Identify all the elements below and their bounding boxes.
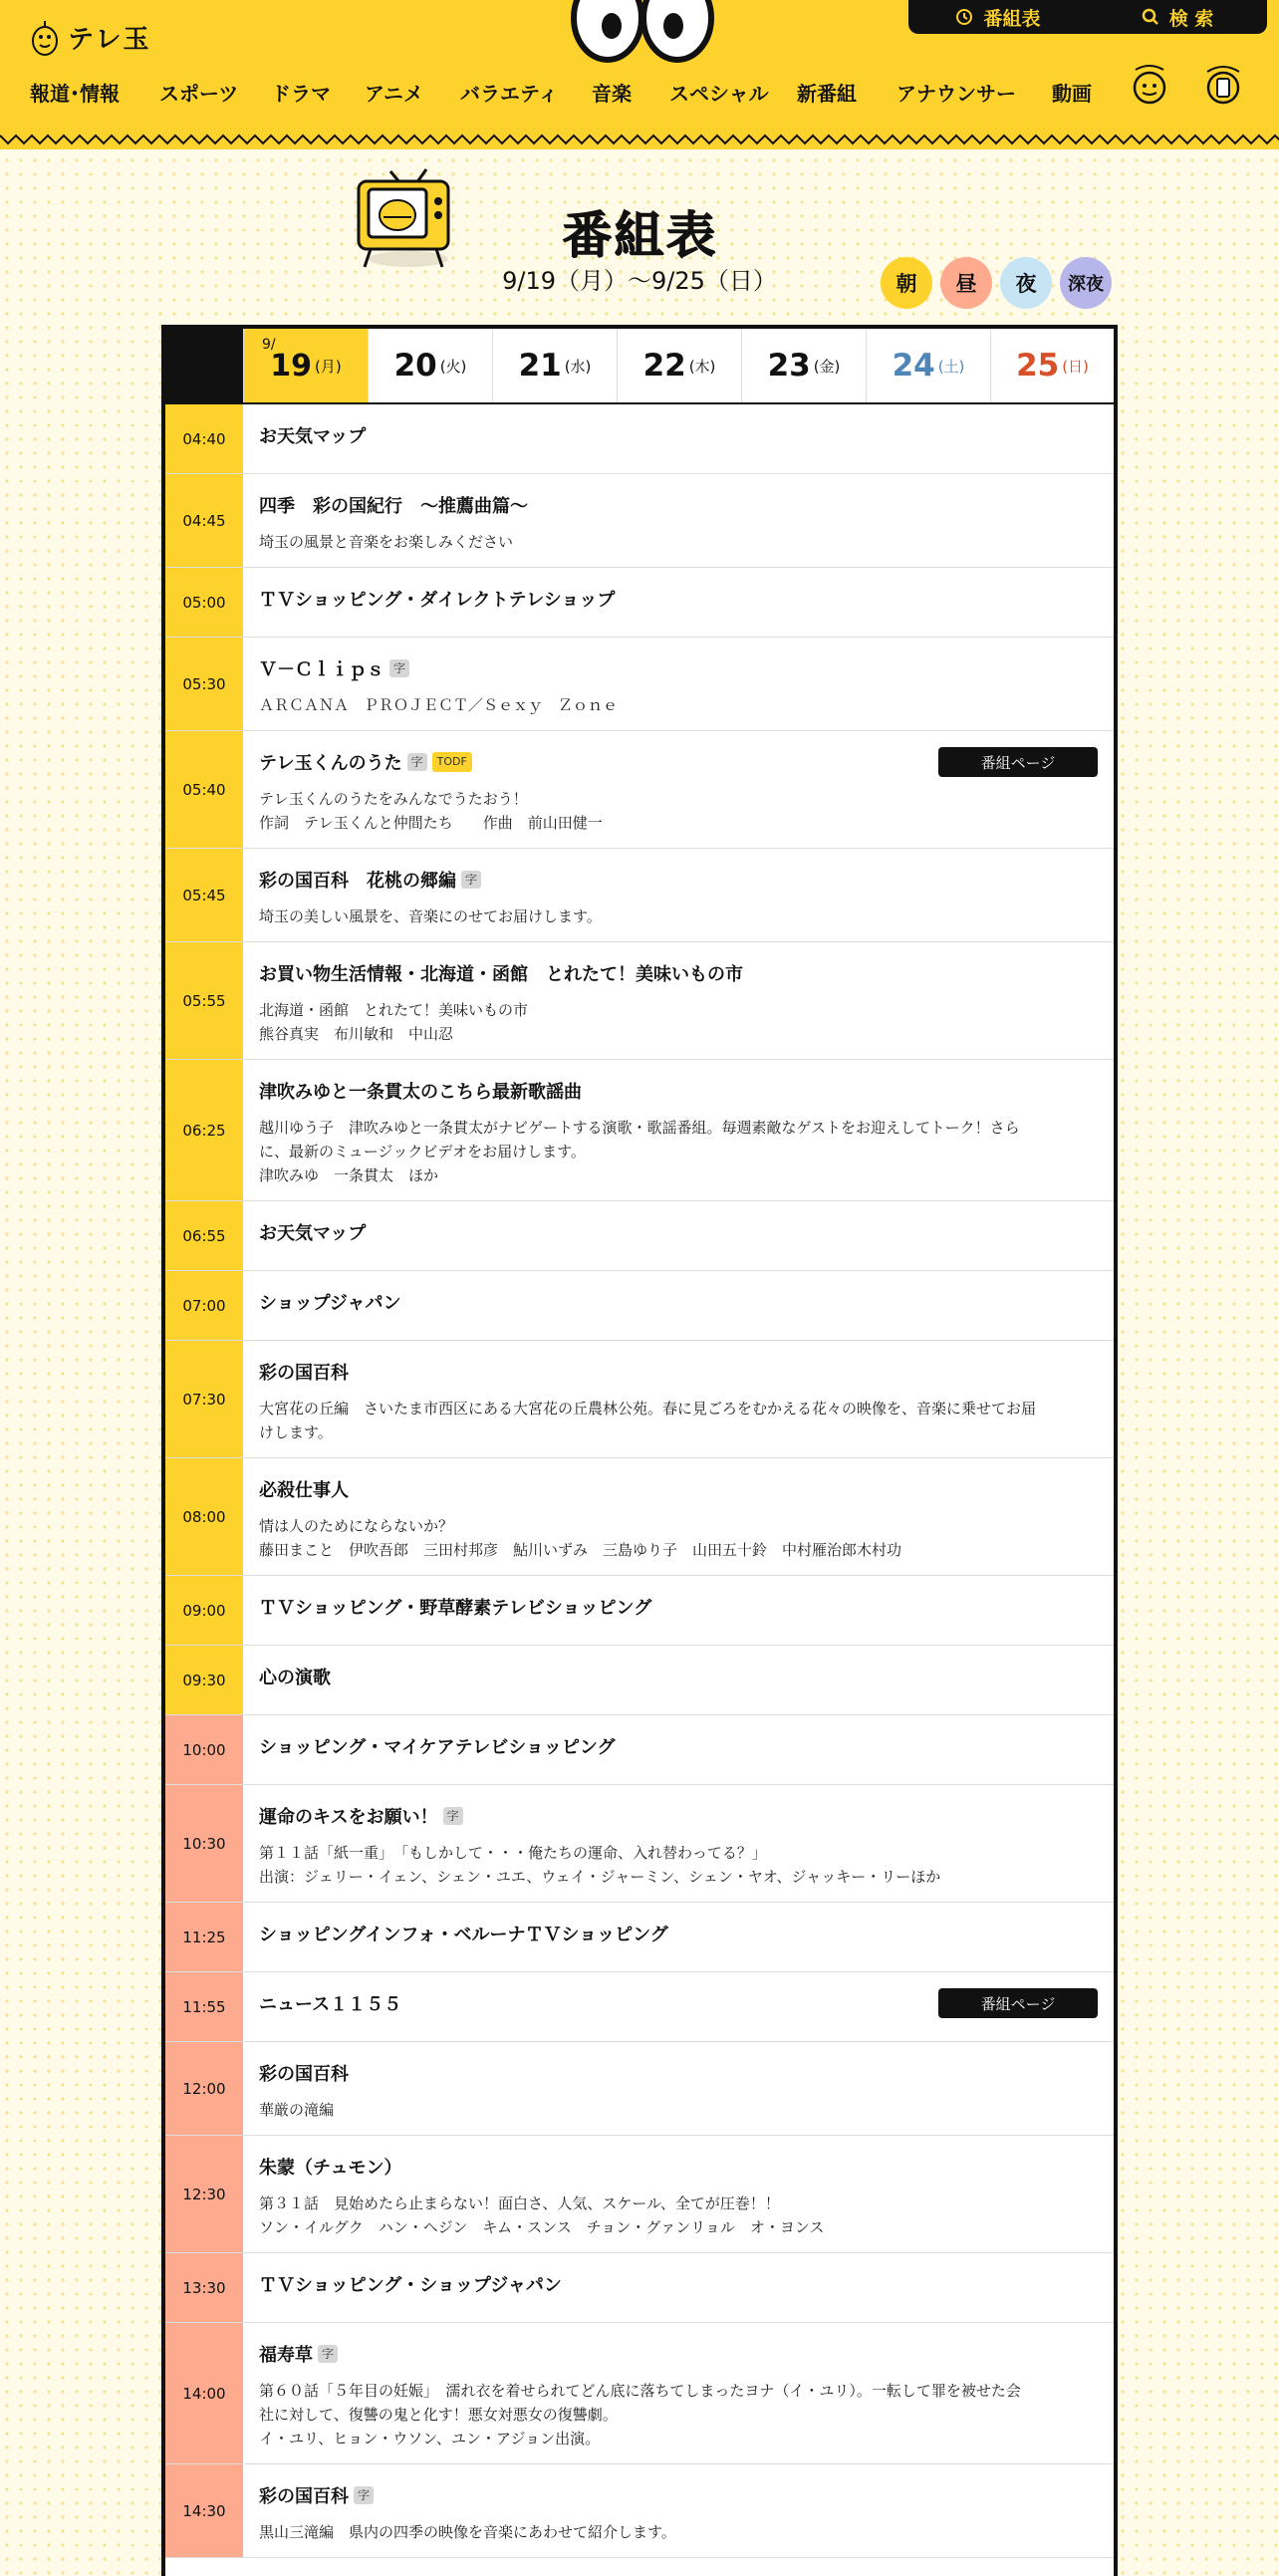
program-time: 05:30 [165,638,243,730]
day-tab-weekday: (木) [688,357,716,376]
program-time: 12:00 [165,2042,243,2135]
program-row[interactable] [165,942,1114,1060]
program-description [259,904,1098,928]
program-time: 11:25 [165,1903,243,1971]
day-tab-weekday: (水) [564,357,592,376]
program-row[interactable] [165,1785,1114,1903]
program-title-line [259,655,1098,681]
program-row[interactable] [165,1060,1114,1201]
program-info [243,2253,1114,2322]
description-line: 越川ゆう子 津吹みゆと一条貫太がナビゲートする演歌・歌謡番組。毎週素敵なゲストをお迎えしてトーク！さら [259,1119,1020,1137]
day-tab-number: 24 [892,348,935,384]
program-title-line [259,2271,1098,2297]
program-page-button[interactable]: 番組ページ [938,1988,1098,2018]
day-tab-number: 21 [518,348,562,384]
description-line: 藤田まこと 伊吹吾郎 三田村邦彦 鮎川いずみ 三島ゆり子 山田五十鈴 中村雁治郎木村功 [259,1541,902,1559]
program-list [165,404,1114,2558]
program-title[interactable]: ニュース１１５５ [259,1994,402,2015]
program-info [243,1646,1114,1714]
program-time: 14:30 [165,2464,243,2557]
description-line: 出演：ジェリー・イェン、シェン・ユエ、ウェイ・ジャーミン、シェン・ヤオ、ジャッキー・リーほか [259,1868,941,1886]
program-title[interactable]: 運命のキスをお願い！ [259,1807,438,1828]
program-info [243,1715,1114,1784]
nav-item-special[interactable]: スペシャル [669,82,769,106]
day-tab-19[interactable] [243,329,368,402]
mascot-eyes-icon [568,0,717,65]
program-time: 05:45 [165,849,243,941]
nav-item-announcers[interactable]: アナウンサー [896,82,1016,106]
program-row[interactable] [165,2042,1114,2136]
program-time: 10:00 [165,1715,243,1784]
program-row[interactable] [165,1458,1114,1576]
program-time: 11:55 [165,1972,243,2041]
program-row[interactable] [165,1715,1114,1785]
program-time: 08:00 [165,1458,243,1575]
program-description [259,2379,1098,2450]
program-title-line [259,1078,1098,1104]
program-info [243,638,1114,730]
program-time: 06:25 [165,1060,243,1200]
program-description [259,530,1098,554]
program-row[interactable] [165,568,1114,638]
description-line: 華厳の滝編 [259,2101,335,2119]
date-range: 9/19（月）〜9/25（日） [502,267,777,295]
day-tab-number: 23 [767,348,811,384]
day-tab-weekday: (土) [937,357,965,376]
program-time: 12:30 [165,2136,243,2252]
program-time: 07:00 [165,1271,243,1340]
program-info [243,1972,1114,2041]
program-info [243,1341,1114,1457]
program-info [243,2323,1114,2463]
tod-noon-button[interactable]: 昼 [940,257,992,309]
description-line: 黒山三滝編 県内の四季の映像を音楽にあわせて紹介します。 [259,2523,676,2541]
description-line: 熊谷真実 布川敏和 中山忍 [259,1025,454,1043]
site-header [0,0,1279,149]
program-time: 09:30 [165,1646,243,1714]
logo-text: テレ玉 [68,24,151,55]
program-info [243,1201,1114,1270]
description-line: テレ玉くんのうたをみんなでうたおう！ [259,790,528,808]
program-title[interactable]: 彩の国百科 [259,2486,349,2507]
program-description [259,2191,1098,2239]
program-title-line [259,1219,1098,1245]
program-title[interactable]: ＴＶショッピング・ショップジャパン [259,2275,562,2296]
tod-late-night-button[interactable]: 深夜 [1060,257,1112,309]
day-tab-weekday: (金) [813,357,841,376]
program-info [243,1458,1114,1575]
schedule-button-label: 番組表 [983,7,1041,30]
program-description [259,693,1098,717]
program-title-line [259,1733,1098,1759]
day-tab-weekday: (月) [315,357,342,376]
program-title[interactable]: ショッピングインフォ・ベルーナＴＶショッピング [259,1925,668,1945]
program-time: 09:00 [165,1576,243,1645]
program-title-line [259,2482,1098,2508]
program-description [259,2098,1098,2122]
program-info [243,568,1114,637]
program-title-line [259,2060,1098,2086]
program-title[interactable]: 彩の国百科 [259,1363,349,1384]
description-line: 社に対して、復讐の鬼と化す！悪女対悪女の復讐劇。 [259,2406,618,2424]
program-time: 10:30 [165,1785,243,1902]
program-title[interactable]: ＴＶショッピング・野草酵素テレビショッピング [259,1598,652,1619]
schedule-table [161,325,1118,2576]
program-info [243,942,1114,1059]
tele-tama-mascot-icon [30,17,60,57]
time-of-day-filter [881,257,1112,309]
day-tab-23[interactable] [741,329,866,402]
program-title[interactable]: お天気マップ [259,1223,367,1244]
program-info [243,731,1114,848]
day-tab-weekday: (日) [1062,357,1089,376]
nav-item-anime[interactable]: アニメ [365,82,423,106]
description-line: 情は人のためにならないか？ [259,1517,454,1535]
subtitle-badge: 字 [443,1807,463,1825]
program-title[interactable]: 福寿草 [259,2345,313,2366]
day-tab-number: 20 [393,348,437,384]
program-title-line [259,1921,1098,1946]
day-tab-weekday: (火) [439,357,467,376]
program-title-line [259,1359,1098,1385]
program-info [243,1271,1114,1340]
program-title-line [259,2341,1098,2367]
program-info [243,1576,1114,1645]
description-line: イ・ユリ、ヒョン・ウソン、ユン・アジョン出演。 [259,2430,601,2447]
program-time: 14:00 [165,2323,243,2463]
program-title-line [259,1476,1098,1502]
program-title[interactable]: ＴＶショッピング・ダイレクトテレショップ [259,590,616,611]
program-title[interactable]: 彩の国百科 [259,2064,349,2085]
description-line: 埼玉の風景と音楽をお楽しみください [259,533,514,551]
program-time: 07:30 [165,1341,243,1457]
program-title[interactable]: お買い物生活情報・北海道・函館 とれたて！美味いもの市 [259,964,743,985]
program-time: 04:40 [165,404,243,473]
program-description [259,998,1098,1046]
program-title-line [259,586,1098,612]
program-row[interactable] [165,1646,1114,1715]
header-zigzag-edge [0,131,1279,147]
subtitle-badge: 字 [389,659,409,677]
program-description [259,1116,1098,1187]
program-info [243,849,1114,941]
description-line: 作詞 テレ玉くんと仲間たち 作曲 前山田健一 [259,814,603,832]
program-title[interactable]: ショッピング・マイケアテレビショッピング [259,1737,616,1758]
program-description [259,1514,1098,1562]
site-logo[interactable] [30,14,150,60]
program-title[interactable]: 津吹みゆと一条貫太のこちら最新歌謡曲 [259,1082,582,1103]
nav-item-news[interactable]: 報道･情報 [30,82,120,106]
tele-tama-kun-badge-icon[interactable] [1128,62,1171,106]
program-row[interactable] [165,1271,1114,1341]
mobile-badge-icon[interactable] [1201,62,1245,106]
day-tab-22[interactable] [617,329,741,402]
program-title-line [259,1803,1098,1829]
program-time: 05:00 [165,568,243,637]
utility-bar [908,0,1267,34]
day-tab-number: 22 [642,348,686,384]
subtitle-badge: 字 [354,2486,374,2504]
subtitle-badge: 字 [318,2345,338,2363]
day-tab-number: 25 [1016,348,1060,384]
day-tab-21[interactable] [492,329,617,402]
program-description [259,787,1098,835]
program-time: 05:40 [165,731,243,848]
program-row[interactable] [165,638,1114,731]
description-line: 第３１話 見始めたら止まらない！面白さ、人気、スケール、全てが圧巻！！ [259,2194,780,2212]
program-time: 04:45 [165,474,243,567]
program-title-line [259,1594,1098,1620]
nav-item-new-programs[interactable]: 新番組 [797,82,857,106]
main-nav [0,74,1279,114]
program-title[interactable]: ショップジャパン [259,1293,401,1314]
program-row[interactable] [165,731,1114,849]
program-row[interactable] [165,474,1114,568]
program-info [243,1903,1114,1971]
program-title-line [259,960,1098,986]
description-line: 津吹みゆ 一条貫太 ほか [259,1166,439,1184]
subtitle-badge: 字 [407,753,427,771]
subtitle-badge: 字 [461,871,481,889]
program-title[interactable]: 必殺仕事人 [259,1480,349,1501]
description-line: ソン・イルグク ハン・ヘジン キム・スンス チョン・グァンリョル オ・ヨンス [259,2218,825,2236]
program-row[interactable] [165,1341,1114,1458]
program-title-line [259,492,1098,518]
description-line: 第６０話「５年目の妊娠」 濡れ衣を着せられてどん底に落ちてしまったヨナ（イ・ユリ）。一転して罪を被せた会 [259,2382,1021,2400]
day-tabs [165,329,1114,404]
search-button-label: 検 索 [1168,7,1214,30]
day-tabs-corner [165,329,243,402]
program-row[interactable] [165,1972,1114,2042]
program-row[interactable] [165,2253,1114,2323]
day-tab-month: 9/ [262,337,276,353]
page-title: 番組表 [562,206,717,264]
program-info [243,2042,1114,2135]
program-title-line [259,867,1098,893]
program-row[interactable] [165,2323,1114,2464]
program-title[interactable]: 彩の国百科 花桃の郷編 [259,871,456,892]
nav-item-videos[interactable]: 動画 [1052,82,1092,106]
description-line: に、最新のミュージックビデオをお届けします。 [259,1143,586,1160]
description-line: けします。 [259,1423,333,1441]
program-row[interactable] [165,2136,1114,2253]
program-row[interactable] [165,1201,1114,1271]
tod-morning-button[interactable]: 朝 [881,257,932,309]
program-time: 13:30 [165,2253,243,2322]
program-title-line [259,1664,1098,1689]
program-title-line [259,1289,1098,1315]
day-tab-24[interactable] [866,329,990,402]
program-page-button[interactable]: 番組ページ [938,747,1098,777]
search-icon [1142,8,1159,26]
program-time: 06:55 [165,1201,243,1270]
day-tab-25[interactable] [990,329,1114,402]
program-info [243,2464,1114,2557]
program-row[interactable] [165,404,1114,474]
program-info [243,1785,1114,1902]
program-description [259,1397,1098,1444]
program-row[interactable] [165,1576,1114,1646]
description-line: 第１１話「紙一重」 「もしかして・・・俺たちの運命、入れ替わってる？」 [259,1844,767,1862]
clock-icon [955,8,973,26]
program-row[interactable] [165,849,1114,942]
program-title[interactable]: お天気マップ [259,426,367,447]
program-description [259,2520,1098,2544]
program-info [243,1060,1114,1200]
nav-item-variety[interactable]: バラエティ [460,82,559,106]
description-line: ＡＲＣＡＮＡ ＰＲＯＪＥＣＴ／Ｓｅｘｙ Ｚｏｎｅ [259,696,619,714]
program-description [259,1841,1098,1889]
description-line: 北海道・函館 とれたて！美味いもの市 [259,1001,529,1019]
program-row[interactable] [165,2464,1114,2558]
description-line: 埼玉の美しい風景を、音楽にのせてお届けします。 [259,907,602,925]
program-info [243,474,1114,567]
program-info [243,2136,1114,2252]
todf-badge: TODF [432,752,472,772]
program-row[interactable] [165,1903,1114,1972]
program-time: 05:55 [165,942,243,1059]
program-info [243,404,1114,473]
tod-night-button[interactable]: 夜 [1000,257,1052,309]
search-button[interactable] [1088,0,1267,34]
description-line: 大宮花の丘編 さいたま市西区にある大宮花の丘農林公苑。春に見ごろをむかえる花々の映像を、音楽に乗せてお届 [259,1400,1037,1417]
program-title[interactable]: 朱蒙（チュモン） [259,2158,402,2179]
program-title[interactable]: テレ玉くんのうた [259,753,402,774]
nav-item-sports[interactable]: スポーツ [159,82,239,106]
program-title[interactable]: 心の演歌 [259,1668,331,1688]
day-tab-number: 19 [270,348,313,384]
nav-item-drama[interactable]: ドラマ [271,82,331,106]
nav-item-music[interactable]: 音楽 [592,82,632,106]
program-title-line [259,2154,1098,2180]
schedule-button[interactable] [908,0,1088,34]
day-tab-20[interactable] [368,329,492,402]
program-title-line [259,422,1098,448]
program-title[interactable]: 四季 彩の国紀行 ～推薦曲篇～ [259,496,528,517]
program-title[interactable]: Ｖ－Ｃｌｉｐｓ [259,659,384,680]
